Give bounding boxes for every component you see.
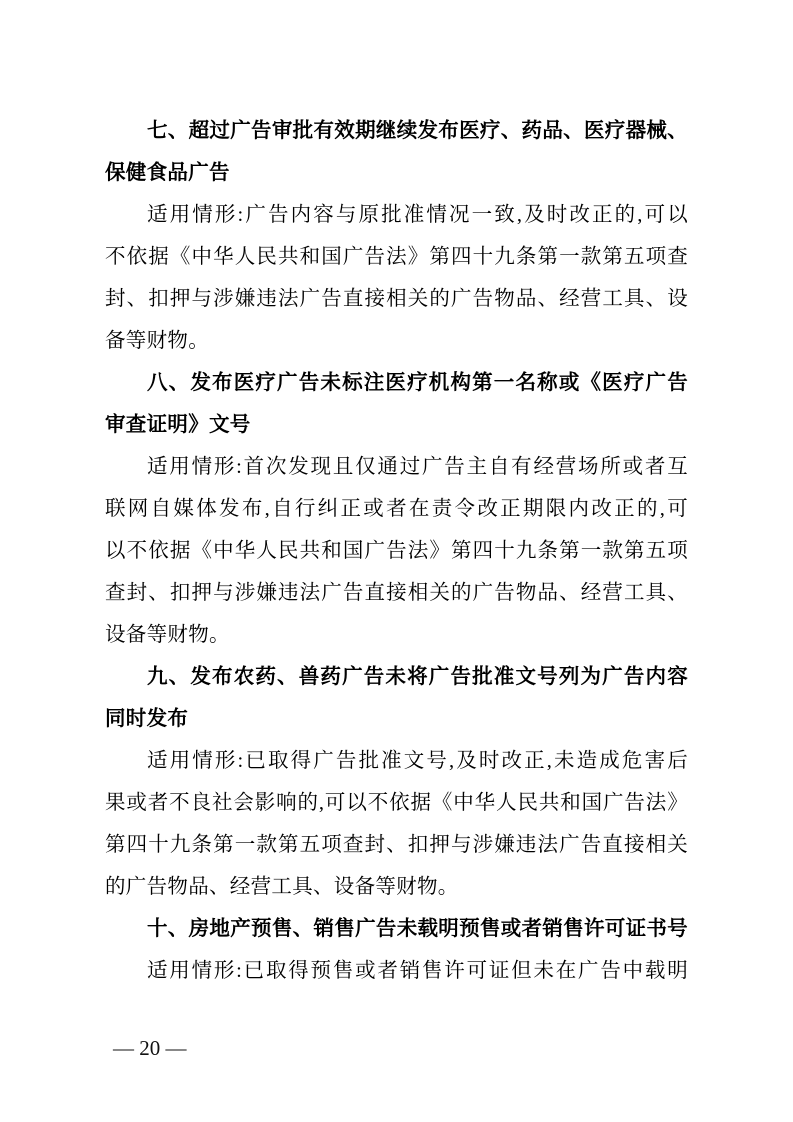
section-7-heading (105, 110, 688, 194)
body-line: 的广告物品、经营工具、设备等财物。 (105, 876, 459, 898)
body-line: 适用情形:已取得预售或者销售许可证但未在广告中载明 (147, 960, 688, 982)
body-line: 第四十九条第一款第五项查封、扣押与涉嫌违法广告直接相关 (105, 834, 688, 856)
section-8-heading (105, 362, 688, 446)
section-10-heading (105, 908, 688, 950)
heading-line: 十、房地产预售、销售广告未载明预售或者销售许可证书号 (147, 917, 688, 940)
section-7-body (105, 194, 688, 362)
section-9-heading (105, 656, 688, 740)
heading-line: 同时发布 (105, 707, 189, 730)
heading-line: 七、超过广告审批有效期继续发布医疗、药品、医疗器械、 (147, 119, 688, 142)
section-7 (105, 110, 688, 362)
section-8 (105, 362, 688, 656)
section-9-body (105, 740, 688, 908)
body-line: 备等财物。 (105, 330, 209, 352)
section-9 (105, 656, 688, 908)
body-line: 封、扣押与涉嫌违法广告直接相关的广告物品、经营工具、设 (105, 288, 688, 310)
body-line: 设备等财物。 (105, 624, 230, 646)
body-line: 适用情形:首次发现且仅通过广告主自有经营场所或者互 (147, 456, 688, 478)
heading-line: 审查证明》文号 (105, 413, 251, 436)
body-line: 果或者不良社会影响的,可以不依据《中华人民共和国广告法》 (105, 792, 688, 814)
section-10 (105, 908, 688, 992)
body-line: 查封、扣押与涉嫌违法广告直接相关的广告物品、经营工具、 (105, 582, 688, 604)
body-line: 联网自媒体发布,自行纠正或者在责令改正期限内改正的,可 (105, 498, 688, 520)
heading-line: 九、发布农药、兽药广告未将广告批准文号列为广告内容 (147, 665, 688, 688)
body-line: 适用情形:已取得广告批准文号,及时改正,未造成危害后 (147, 750, 688, 772)
section-8-body (105, 446, 688, 656)
body-line: 适用情形:广告内容与原批准情况一致,及时改正的,可以 (147, 204, 688, 226)
page-number: — 20 — (113, 1036, 187, 1060)
heading-line: 保健食品广告 (105, 161, 230, 184)
heading-line: 八、发布医疗广告未标注医疗机构第一名称或《医疗广告 (147, 371, 688, 394)
body-line: 不依据《中华人民共和国广告法》第四十九条第一款第五项查 (105, 246, 688, 268)
body-line: 以不依据《中华人民共和国广告法》第四十九条第一款第五项 (105, 540, 688, 562)
section-10-body (105, 950, 688, 992)
